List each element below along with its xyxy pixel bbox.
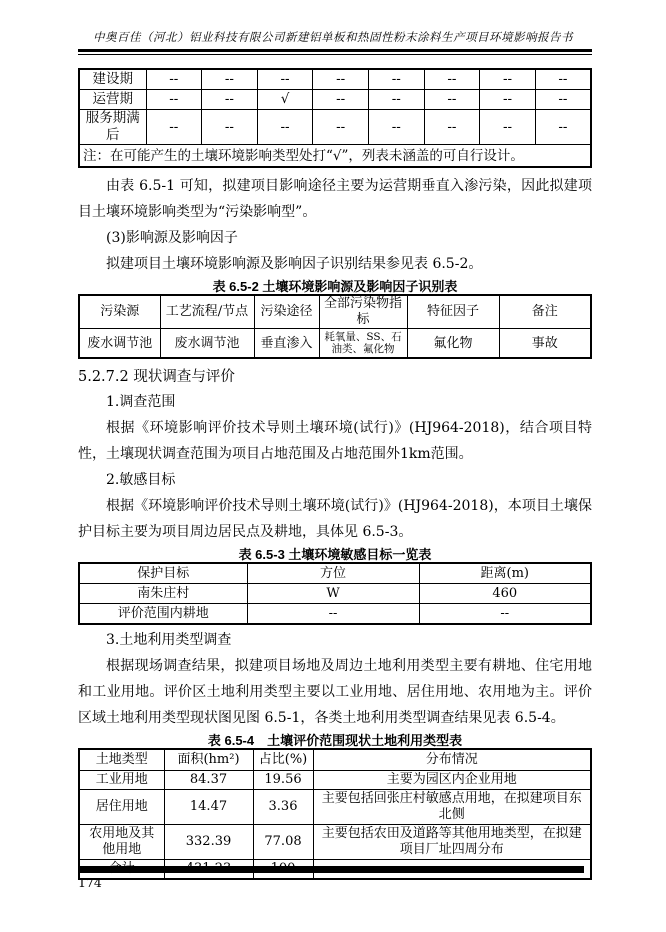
header-cell: 分布情况 — [313, 749, 591, 771]
cell: -- — [257, 110, 313, 145]
table-header-row — [79, 749, 591, 771]
table-row — [79, 110, 591, 145]
cell: 332.39 — [164, 825, 253, 860]
table-row — [79, 329, 591, 359]
cell: -- — [369, 69, 425, 90]
paragraph-scope: 根据《环境影响评价技术导则土壤环境(试行)》(HJ964-2018)，结合项目特性，土壤现状调查范围为项目占地范围及占地范围外1km范围。 — [78, 420, 592, 462]
row-label: 建设期 — [79, 69, 146, 90]
cell: 主要包括农田及道路等其他用地类型，在拟建项目厂址四周分布 — [313, 825, 591, 860]
impact-type-table — [78, 68, 592, 168]
sensitive-target-table — [78, 562, 592, 625]
header-cell: 占比(%) — [253, 749, 313, 771]
cell: 84.37 — [164, 771, 253, 790]
subheading-landuse: 3.土地利用类型调查 — [106, 632, 232, 648]
subheading-scope: 1.调查范围 — [106, 394, 176, 410]
cell: -- — [535, 110, 591, 145]
cell: 14.47 — [164, 790, 253, 825]
cell: -- — [146, 69, 202, 90]
header-cell: 保护目标 — [79, 563, 247, 584]
header-cell: 土地类型 — [79, 749, 164, 771]
table-row — [79, 69, 591, 90]
cell: 主要为园区内企业用地 — [313, 771, 591, 790]
cell: 评价范围内耕地 — [79, 604, 247, 625]
cell: 工业用地 — [79, 771, 164, 790]
cell: -- — [369, 90, 425, 110]
pollution-source-table — [78, 294, 592, 359]
paragraph-landuse: 根据现场调查结果，拟建项目场地及周边土地利用类型主要有耕地、住宅用地和工业用地。评价区土地利用类型主要以工业用地、居住用地、农用地为主。评价区域土地利用类型现状图见图 6.5-1，各类土地利用类型调查结果见表 6.5-4。 — [78, 658, 592, 726]
cell: -- — [247, 604, 419, 625]
cell: 460 — [419, 584, 591, 604]
cell: -- — [369, 110, 425, 145]
paragraph-factors: 拟建项目土壤环境影响源及影响因子识别结果参见表 6.5-2。 — [106, 256, 483, 272]
paragraph-conclusion: 由表 6.5-1 可知，拟建项目影响途径主要为运营期垂直入渗污染，因此拟建项目土壤环境影响类型为“污染影响型”。 — [78, 178, 592, 220]
header-cell: 污染源 — [79, 295, 160, 329]
cell: -- — [480, 90, 536, 110]
table-note-row — [79, 145, 591, 168]
table-653-title: 表 6.5-3 土壤环境敏感目标一览表 — [238, 547, 432, 562]
cell: W — [247, 584, 419, 604]
cell: -- — [535, 69, 591, 90]
footer-rule — [78, 866, 584, 873]
cell: 农用地及其他用地 — [79, 825, 164, 860]
table-652-title: 表 6.5-2 土壤环境影响源及影响因子识别表 — [212, 279, 458, 294]
cell: 19.56 — [253, 771, 313, 790]
table-row — [79, 584, 591, 604]
header-cell: 工艺流程/节点 — [160, 295, 254, 329]
header-cell: 距离(m) — [419, 563, 591, 584]
cell: -- — [313, 110, 369, 145]
table-row — [79, 90, 591, 110]
cell: -- — [146, 90, 202, 110]
table-row — [79, 790, 591, 825]
header-cell: 面积(hm²) — [164, 749, 253, 771]
cell: 南朱庄村 — [79, 584, 247, 604]
heading-factors: (3)影响源及影响因子 — [106, 230, 238, 246]
cell: -- — [535, 90, 591, 110]
landuse-type-table — [78, 748, 592, 880]
page-header: 中奥百佳（河北）铝业科技有限公司新建铝单板和热固性粉末涂料生产项目环境影响报告书 — [93, 30, 573, 44]
cell: 垂直渗入 — [254, 329, 319, 359]
table-row — [79, 825, 591, 860]
row-label: 服务期满后 — [79, 110, 146, 145]
subheading-sensitive: 2.敏感目标 — [106, 472, 176, 488]
cell: -- — [424, 69, 480, 90]
cell: 耗氧量、SS、石油类、氟化物 — [319, 329, 407, 359]
cell: -- — [146, 110, 202, 145]
cell: -- — [202, 69, 258, 90]
header-cell: 备注 — [499, 295, 591, 329]
cell: 氟化物 — [407, 329, 499, 359]
cell: -- — [202, 90, 258, 110]
header-rule — [78, 49, 592, 55]
cell: -- — [480, 110, 536, 145]
section-heading: 5.2.7.2 现状调查与评价 — [78, 369, 235, 385]
header-cell: 方位 — [247, 563, 419, 584]
cell: 居住用地 — [79, 790, 164, 825]
paragraph-sensitive: 根据《环境影响评价技术导则土壤环境(试行)》(HJ964-2018)，本项目土壤保护目标主要为项目周边居民点及耕地，具体见 6.5-3。 — [78, 498, 592, 540]
table-row — [79, 604, 591, 625]
header-cell: 特征因子 — [407, 295, 499, 329]
page-content — [78, 68, 592, 880]
cell: -- — [313, 69, 369, 90]
cell: 77.08 — [253, 825, 313, 860]
cell: -- — [424, 110, 480, 145]
checkmark-cell: √ — [257, 90, 313, 110]
cell: 主要包括回张庄村敏感点用地，在拟建项目东北侧 — [313, 790, 591, 825]
header-cell: 全部污染物指标 — [319, 295, 407, 329]
table-note: 注：在可能产生的土壤环境影响类型处打“√”，列表未涵盖的可自行设计。 — [79, 145, 591, 168]
cell: 废水调节池 — [79, 329, 160, 359]
header-rule-wrap — [78, 49, 592, 55]
header-cell: 污染途径 — [254, 295, 319, 329]
table-row — [79, 771, 591, 790]
cell: 3.36 — [253, 790, 313, 825]
table-654-title: 表 6.5-4 土壤评价范围现状土地利用类型表 — [207, 733, 463, 748]
table-header-row — [79, 563, 591, 584]
cell: -- — [202, 110, 258, 145]
row-label: 运营期 — [79, 90, 146, 110]
cell: -- — [257, 69, 313, 90]
cell: 事故 — [499, 329, 591, 359]
page-number: 174 — [78, 875, 102, 890]
cell: 废水调节池 — [160, 329, 254, 359]
cell: -- — [313, 90, 369, 110]
cell: -- — [419, 604, 591, 625]
table-header-row — [79, 295, 591, 329]
cell: -- — [480, 69, 536, 90]
cell: -- — [424, 90, 480, 110]
